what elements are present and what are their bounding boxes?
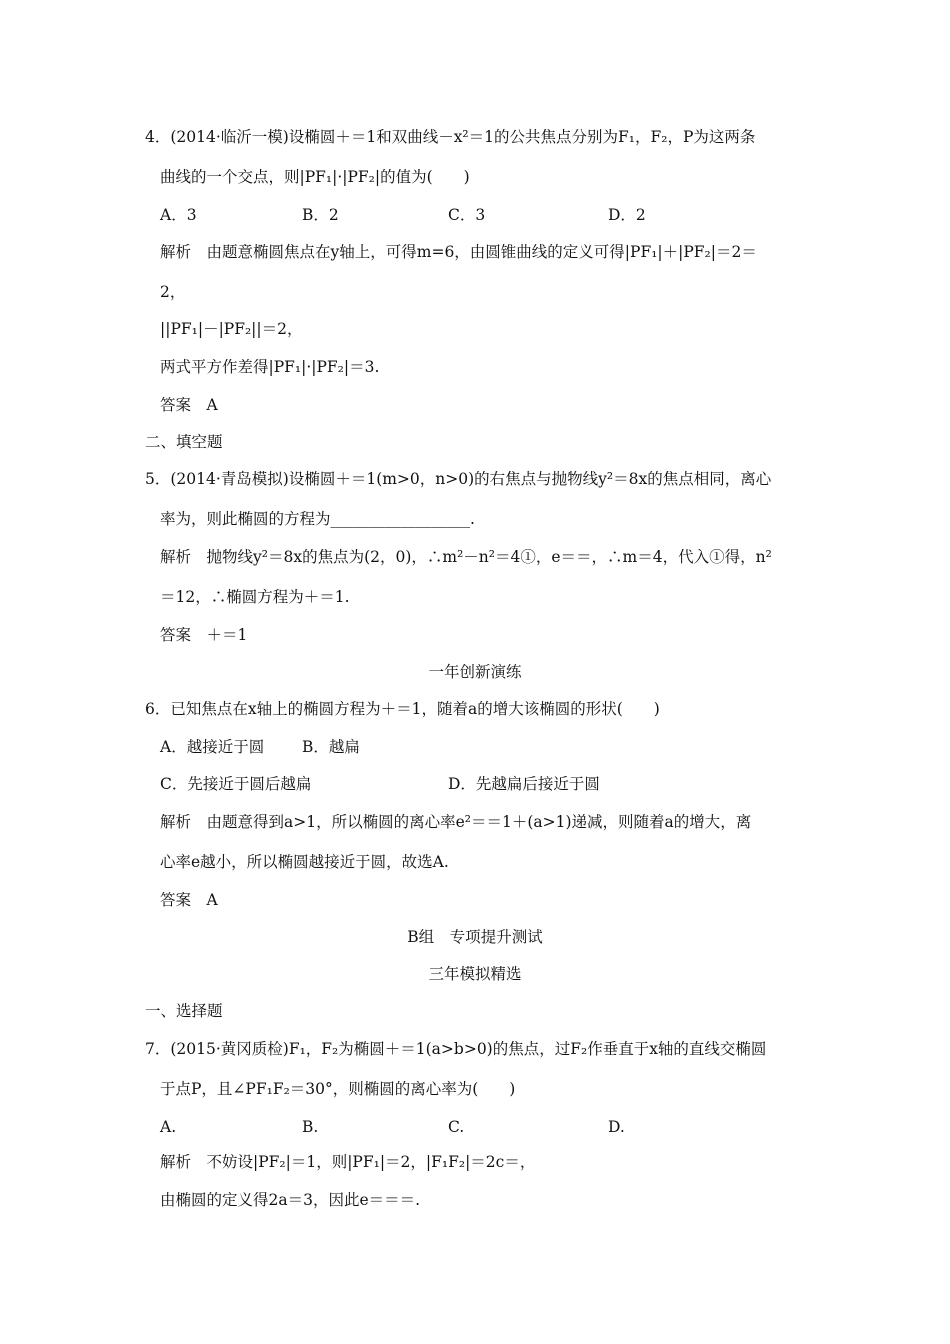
q6-answer: 答案 A xyxy=(160,891,218,909)
q6-analysis-line-2: 心率e越小，所以椭圆越接近于圆，故选A. xyxy=(160,853,449,871)
q4-analysis-line-3: ||PF₁|－|PF₂||＝2， xyxy=(160,320,303,338)
three-year-heading: 三年模拟精选 xyxy=(428,965,522,983)
q7-analysis-line-2: 由椭圆的定义得2a＝3，因此e＝＝＝. xyxy=(160,1191,421,1209)
q6-stem: 6．已知焦点在x轴上的椭圆方程为＋＝1，随着a的增大该椭圆的形状( ) xyxy=(145,700,660,718)
q7-stem-line-2: 于点P，且∠PF₁F₂＝30°，则椭圆的离心率为( ) xyxy=(160,1080,516,1098)
section-choice-heading: 一、选择题 xyxy=(145,1002,223,1020)
q5-analysis-line-2: ＝12，∴椭圆方程为＋＝1. xyxy=(160,588,350,606)
q7-option-b: B. xyxy=(302,1118,319,1136)
innovation-heading: 一年创新演练 xyxy=(428,663,522,681)
q4-option-c: C．3 xyxy=(448,206,486,224)
section-fill-heading: 二、填空题 xyxy=(145,433,223,451)
q7-stem-line-1: 7．(2015·黄冈质检)F₁，F₂为椭圆＋＝1(a>b>0)的焦点，过F₂作垂直于x轴的直线交椭圆 xyxy=(145,1040,767,1058)
q5-stem-line-1: 5．(2014·青岛模拟)设椭圆＋＝1(m>0，n>0)的右焦点与抛物线y²＝8x的焦点相同，离心 xyxy=(145,470,772,488)
q4-answer: 答案 A xyxy=(160,396,218,414)
q5-analysis-line-1: 解析 抛物线y²＝8x的焦点为(2，0)，∴m²－n²＝4①，e＝＝，∴m＝4，代入①得，n² xyxy=(160,548,772,566)
q6-analysis-line-1: 解析 由题意得到a>1，所以椭圆的离心率e²＝＝1＋(a>1)递减，则随着a的增大，离 xyxy=(160,813,752,831)
q4-analysis-line-1: 解析 由题意椭圆焦点在y轴上，可得m=6，由圆锥曲线的定义可得|PF₁|＋|PF₂|＝2＝ xyxy=(160,243,757,261)
q7-option-a: A. xyxy=(160,1118,177,1136)
q6-option-a: A．越接近于圆 xyxy=(160,738,265,756)
q5-stem-line-2: 率为，则此椭圆的方程为__________________. xyxy=(160,510,475,528)
q7-option-c: C. xyxy=(448,1118,465,1136)
q5-answer: 答案 ＋＝1 xyxy=(160,626,248,644)
q4-stem-line-1: 4．(2014·临沂一模)设椭圆＋＝1和双曲线－x²＝1的公共焦点分别为F₁，F₂，P为这两条 xyxy=(145,128,756,146)
q4-option-d: D．2 xyxy=(608,206,646,224)
q4-option-a: A．3 xyxy=(160,206,197,224)
q4-option-b: B．2 xyxy=(302,206,339,224)
q7-option-d: D. xyxy=(608,1118,625,1136)
q4-analysis-line-2: 2， xyxy=(160,283,186,301)
q4-stem-line-2: 曲线的一个交点，则|PF₁|·|PF₂|的值为( ) xyxy=(160,168,470,186)
q4-analysis-line-4: 两式平方作差得|PF₁|·|PF₂|＝3. xyxy=(160,358,380,376)
q7-analysis-line-1: 解析 不妨设|PF₂|＝1，则|PF₁|＝2，|F₁F₂|＝2c＝， xyxy=(160,1153,536,1171)
group-b-heading: B组 专项提升测试 xyxy=(407,928,543,946)
q6-option-c: C．先接近于圆后越扁 xyxy=(160,775,312,793)
q6-option-d: D．先越扁后接近于圆 xyxy=(448,775,600,793)
q6-option-b: B．越扁 xyxy=(302,738,360,756)
